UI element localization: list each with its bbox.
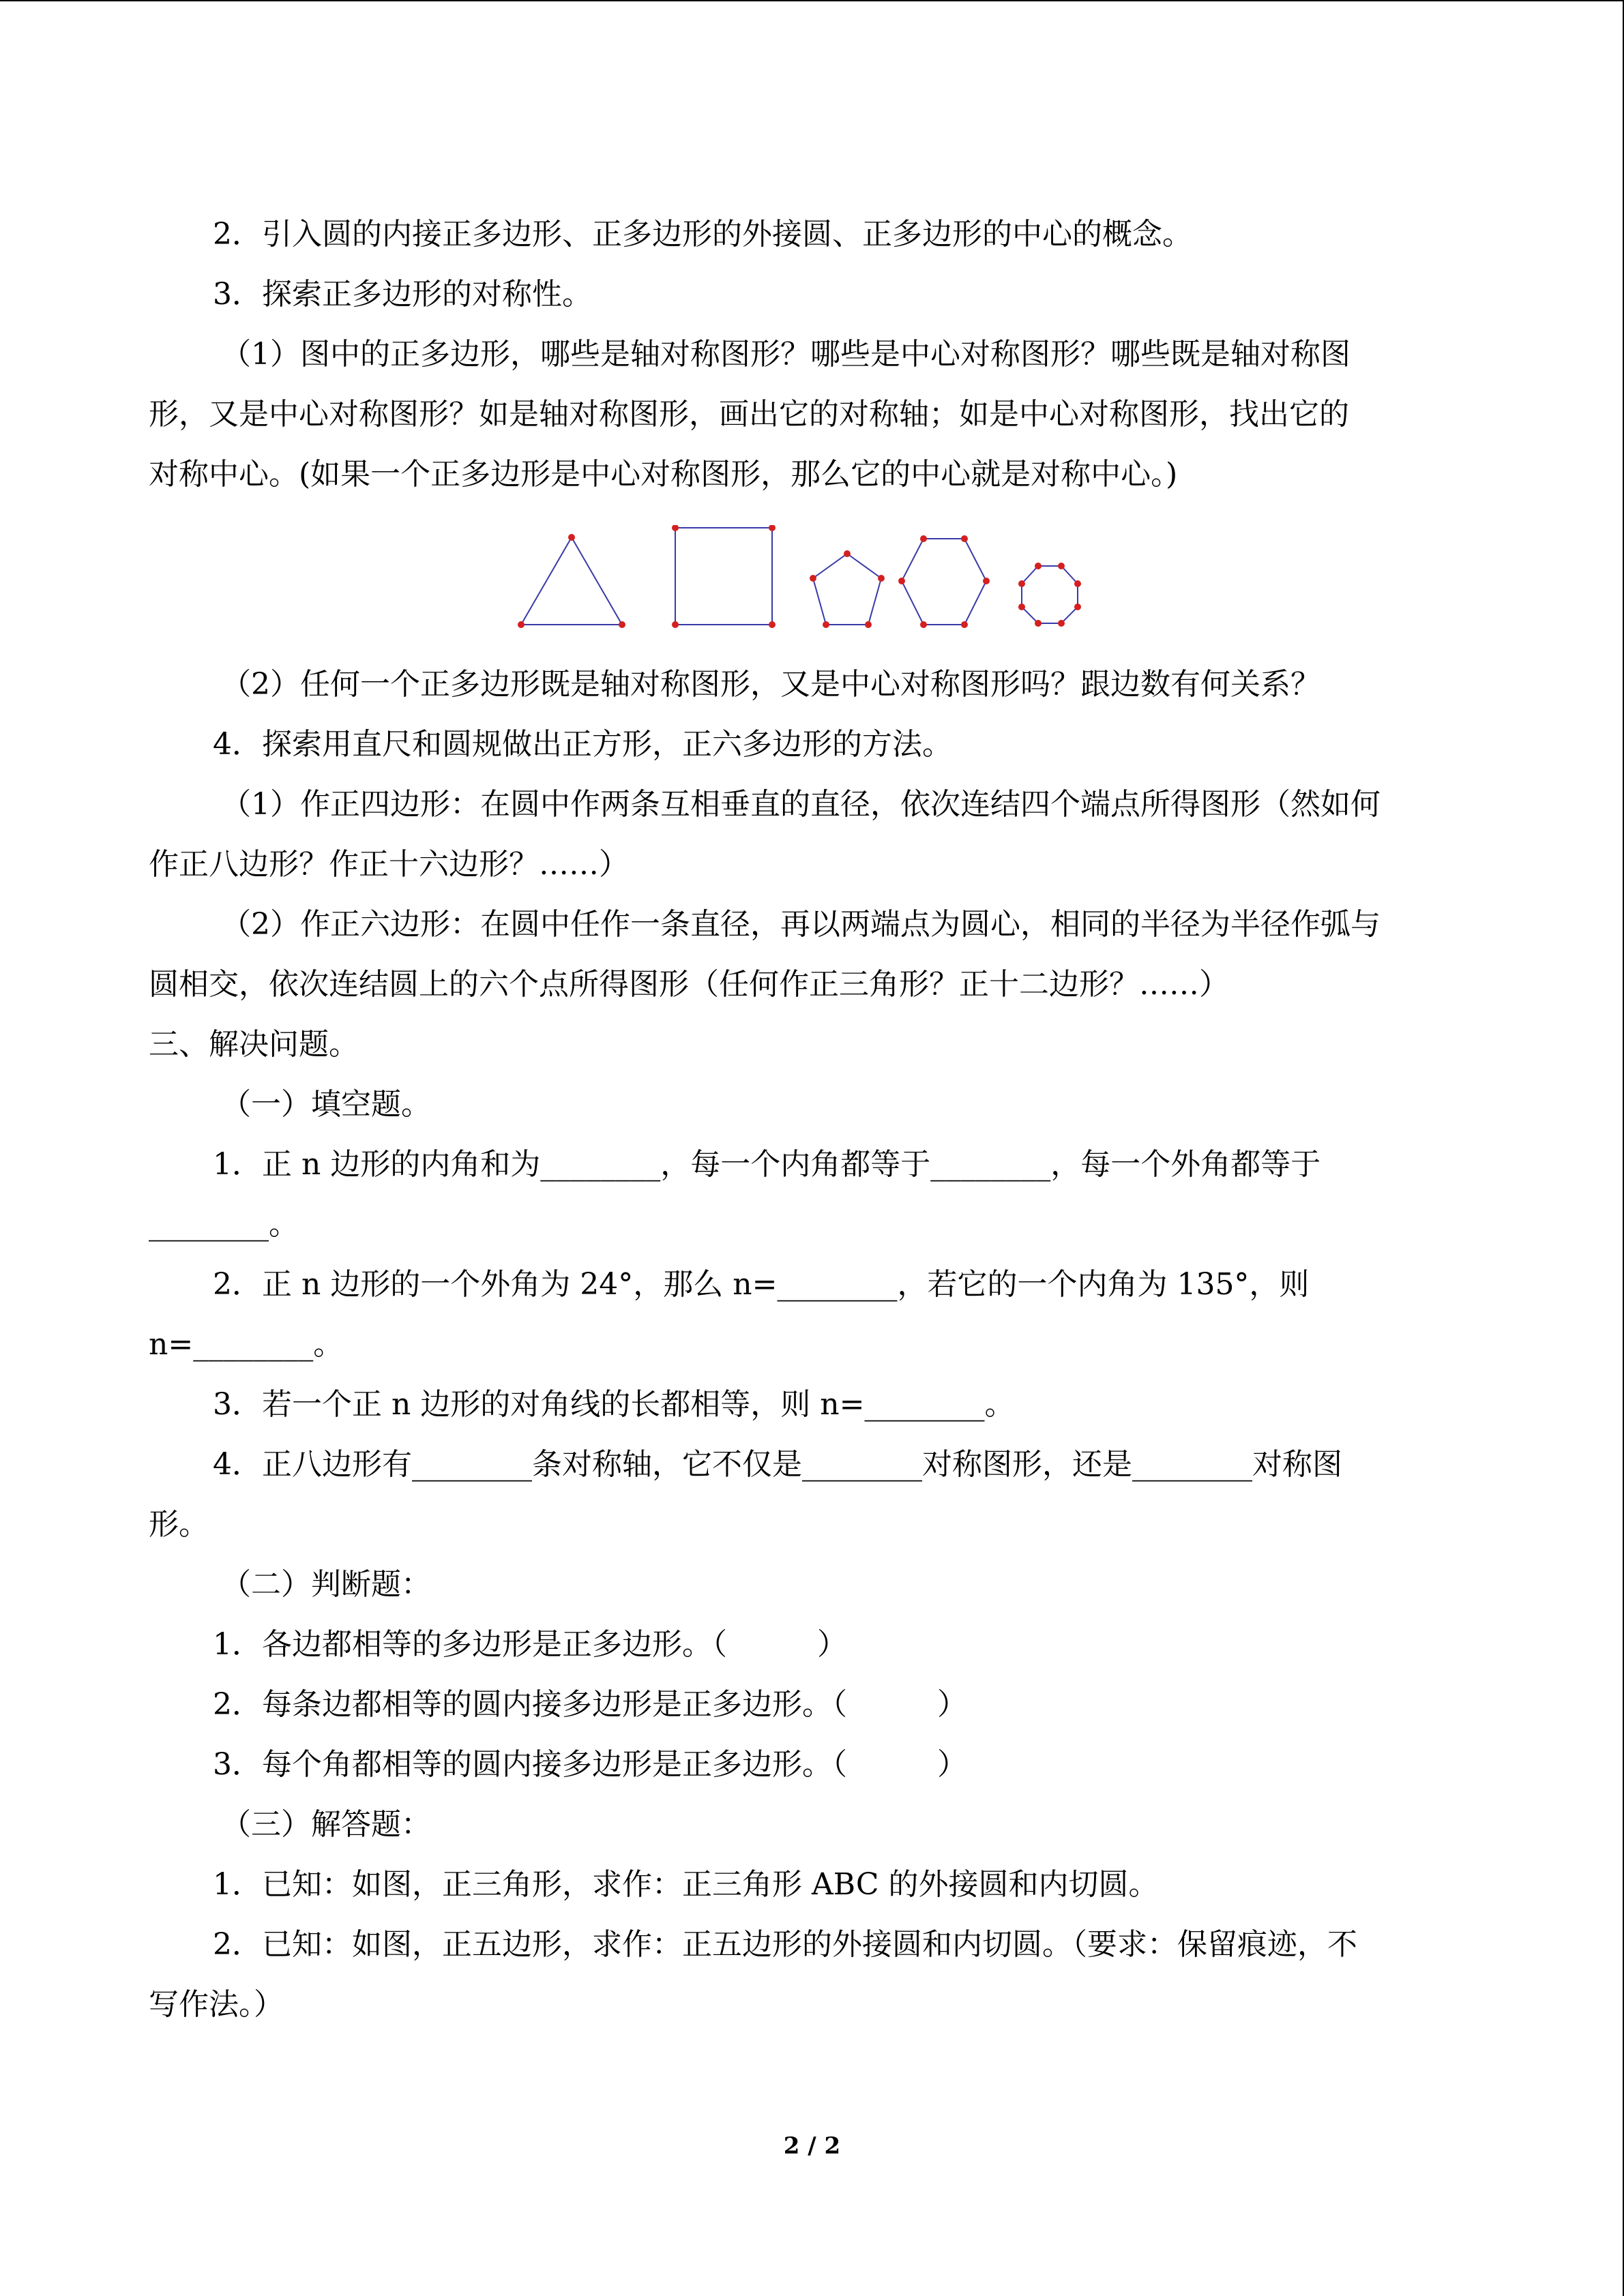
question-line: 写作法。） xyxy=(149,1987,284,2022)
question-line: n=________。 xyxy=(149,1327,344,1362)
question-line: 4．正八边形有________条对称轴，它不仅是________对称图形，还是________对称图 xyxy=(213,1447,1342,1482)
question-line: 1．正 n 边形的内角和为________，每一个内角都等于________，每一个外角都等于 xyxy=(213,1147,1321,1182)
question-line: 3．每个角都相等的圆内接多边形是正多边形。（ ） xyxy=(213,1747,967,1782)
text-line: 作正八边形？作正十六边形？……） xyxy=(149,847,629,882)
regular-polygons-figure xyxy=(512,525,1112,634)
question-line: ________。 xyxy=(149,1207,299,1242)
text-line: 形，又是中心对称图形？如是轴对称图形，画出它的对称轴；如是中心对称图形，找出它的 xyxy=(149,397,1349,432)
question-line: 2．已知：如图，正五边形，求作：正五边形的外接圆和内切圆。（要求：保留痕迹，不 xyxy=(213,1927,1357,1962)
subsection-heading: （一）填空题。 xyxy=(221,1087,431,1122)
page-top-border xyxy=(0,0,1623,1)
text-line: 对称中心。(如果一个正多边形是中心对称图形，那么它的中心就是对称中心。) xyxy=(149,457,1178,492)
question-line: 2．正 n 边形的一个外角为 24°，那么 n=________，若它的一个内角为 135°，则 xyxy=(213,1267,1310,1302)
question-line: 形。 xyxy=(149,1507,209,1542)
text-line: 4．探索用直尺和圆规做出正方形，正六多边形的方法。 xyxy=(213,727,952,762)
pentagon-shape xyxy=(810,550,885,628)
text-line: 2．引入圆的内接正多边形、正多边形的外接圆、正多边形的中心的概念。 xyxy=(213,217,1192,252)
triangle-shape xyxy=(518,534,625,628)
text-line: （1）图中的正多边形，哪些是轴对称图形？哪些是中心对称图形？哪些既是轴对称图 xyxy=(221,337,1350,372)
subsection-heading: （三）解答题： xyxy=(221,1807,431,1842)
text-line: （1）作正四边形：在圆中作两条互相垂直的直径，依次连结四个端点所得图形（然如何 xyxy=(221,787,1381,822)
text-line: 圆相交，依次连结圆上的六个点所得图形（任何作正三角形？正十二边形？……） xyxy=(149,967,1229,1002)
question-line: 1．各边都相等的多边形是正多边形。（ ） xyxy=(213,1627,847,1662)
square-shape xyxy=(672,525,776,628)
subsection-heading: （二）判断题： xyxy=(221,1567,431,1602)
question-line: 2．每条边都相等的圆内接多边形是正多边形。（ ） xyxy=(213,1687,967,1722)
text-line: （2）任何一个正多边形既是轴对称图形，又是中心对称图形吗？跟边数有何关系？ xyxy=(221,667,1320,702)
hexagon-shape xyxy=(898,535,990,628)
octagon-shape xyxy=(1018,563,1081,627)
question-line: 3．若一个正 n 边形的对角线的长都相等，则 n=________。 xyxy=(213,1387,1015,1422)
question-line: 1．已知：如图，正三角形，求作：正三角形 ABC 的外接圆和内切圆。 xyxy=(213,1867,1159,1902)
section-heading: 三、解决问题。 xyxy=(149,1027,359,1062)
page-number: 2 / 2 xyxy=(783,2132,841,2160)
text-line: （2）作正六边形：在圆中任作一条直径，再以两端点为圆心，相同的半径为半径作弧与 xyxy=(221,907,1381,942)
text-line: 3．探索正多边形的对称性。 xyxy=(213,277,592,312)
